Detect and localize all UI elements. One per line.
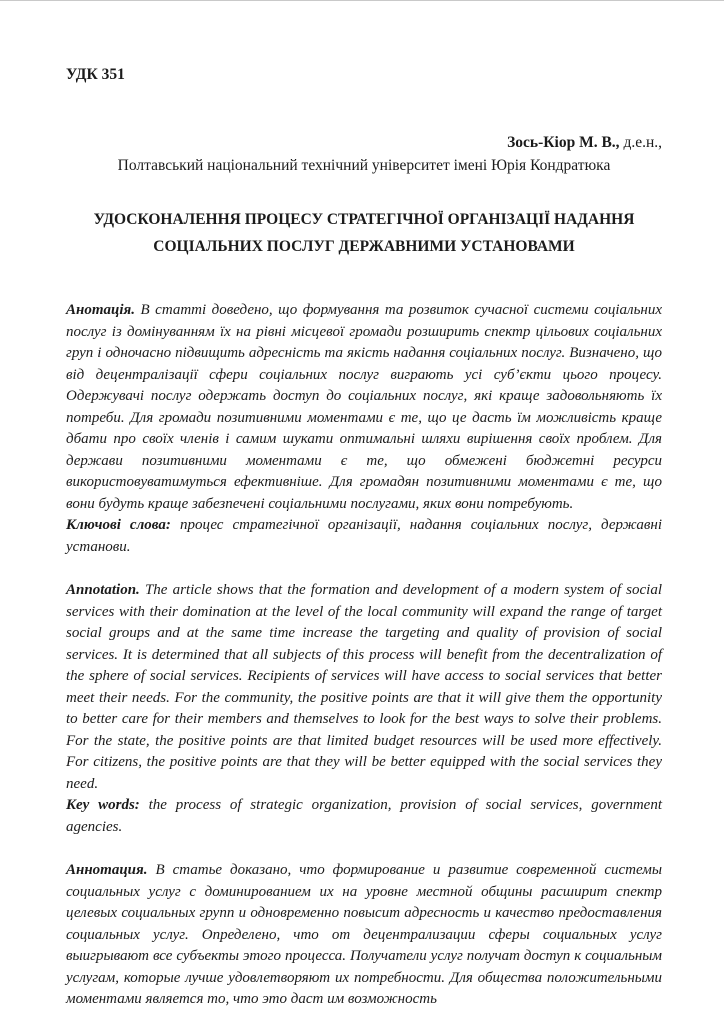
abstract-ukrainian-lead: Анотація.	[66, 302, 135, 318]
udk-code: УДК 351	[66, 66, 125, 83]
author-affiliation: Полтавський національний технічний університет імені Юрія Кондратюка	[117, 157, 611, 174]
article-title-line-1: УДОСКОНАЛЕННЯ ПРОЦЕСУ СТРАТЕГІЧНОЇ ОРГАНІЗАЦІЇ НАДАННЯ	[93, 211, 635, 228]
article-title	[66, 206, 662, 260]
keywords-ukrainian-text: процес стратегічної організації, надання соціальних послуг, державні установи.	[66, 517, 662, 555]
author-name: Зось-Кіор М. В.,	[507, 134, 620, 151]
author-line	[66, 131, 662, 154]
abstract-russian-lead: Аннотация.	[66, 862, 148, 878]
author-degree: д.е.н.,	[619, 134, 662, 151]
keywords-ukrainian-line	[66, 515, 662, 558]
abstract-russian-text: В статье доказано, что формирование и развитие современной системы социальных услуг с доминированием их на уровне местной общины расширит спектр целевых социальных групп и одновременно повысит адресность и качество предоставления социальных услуг. Определено, что от децентрализации сферы социальных услуг выигрывают все субъекты этого процесса. Получатели услуг получат доступ к социальным услугам, которые лучше удовлетворяют их потребности. Для общества положительными моментами является то, что это даст им возможность	[66, 862, 662, 1007]
abstract-ukrainian-paragraph	[66, 300, 662, 515]
abstract-ukrainian	[66, 300, 662, 558]
keywords-ukrainian-lead: Ключові слова:	[66, 517, 171, 533]
abstract-ukrainian-text: В статті доведено, що формування та розвиток сучасної системи соціальних послуг із домінуванням їх на рівні місцевої громади розширить спектр цільових соціальних груп і одночасно підвищить адресність та якість надання соціальних послуг. Визначено, що від децентралізації сфери соціальних послуг виграють усі суб’єкти цього процесу. Одержувачі послуг одержать доступ до соціальних послуг, які краще задовольняють їх потреби. Для громади позитивними моментами є те, що це дасть їм можливість краще дбати про своїх членів і самим шукати оптимальні шляхи вирішення своїх проблем. Для держави позитивними моментами є те, що обмежені бюджетні ресурси використовуватимуться ефективніше. Для громадян позитивними моментами є те, що вони будуть краще забезпечені соціальними послугами, яких вони потребують.	[66, 302, 662, 512]
abstract-russian	[66, 860, 662, 1011]
abstract-english-paragraph	[66, 580, 662, 795]
abstract-russian-paragraph	[66, 860, 662, 1011]
abstract-english-text: The article shows that the formation and development of a modern system of social services with their domination at the level of the local community will expand the range of target social groups and at the same time increase the targeting and quality of provision of social services. It is determined that all subjects of this process will benefit from the decentralization of the sphere of social services. Recipients of services will have access to social services that better meet their needs. For the community, the positive points are that it will give them the opportunity to better care for their members and themselves to look for the best ways to solve their problems. For the state, the positive points are that limited budget resources will be used more effectively. For citizens, the positive points are that they will be better equipped with the social services they need.	[66, 582, 662, 792]
keywords-english-line	[66, 795, 662, 838]
article-title-line-2: СОЦІАЛЬНИХ ПОСЛУГ ДЕРЖАВНИМИ УСТАНОВАМИ	[153, 238, 575, 255]
keywords-english-text: the process of strategic organization, provision of social services, government agencies.	[66, 797, 663, 835]
abstract-english	[66, 580, 662, 838]
abstract-english-lead: Annotation.	[66, 582, 140, 598]
keywords-english-lead: Key words:	[66, 797, 140, 813]
